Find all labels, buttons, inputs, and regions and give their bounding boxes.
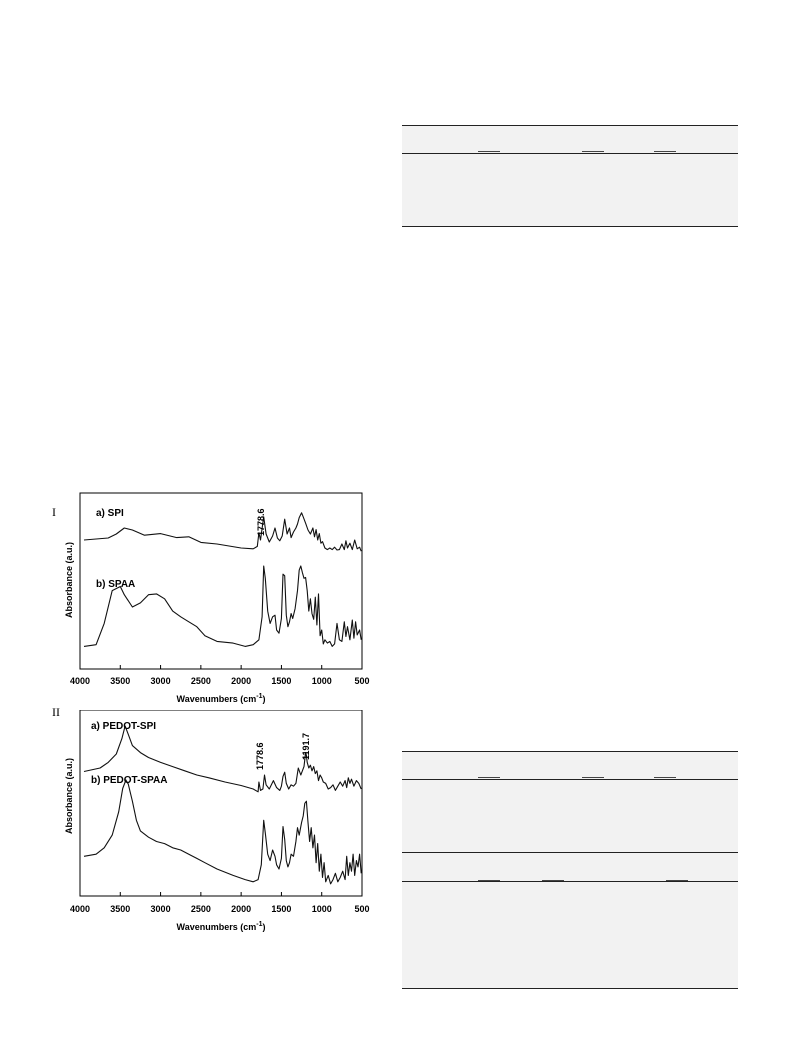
series-label-spaa: b) SPAA: [96, 579, 136, 590]
x-tick-label: 3500: [110, 676, 131, 686]
x-axis-label-superscript: -1: [256, 693, 263, 700]
x-tick-label: 4000: [69, 904, 91, 914]
y-axis-label: Absorbance (a.u.): [64, 757, 74, 835]
table-bottom-rule: [402, 852, 738, 853]
table-bottom-rule: [402, 988, 738, 989]
x-axis-label-superscript: -1: [256, 921, 263, 928]
table-bottom-rule: [402, 751, 738, 752]
table-top-rule: [402, 125, 738, 126]
x-tick-labels: [70, 676, 370, 686]
table-top-header-dash: [478, 151, 500, 152]
peak-label-1778: 1778.6: [255, 742, 265, 770]
x-axis-label: [177, 693, 266, 704]
panel-label-i: I: [52, 505, 56, 519]
x-axis-label-text: Wavenumbers (cm: [176, 694, 257, 704]
series-label-pedot-spaa: b) PEDOT-SPAA: [91, 775, 168, 786]
x-axis-label-close: ): [262, 922, 266, 932]
ftir-chart-panel-i: [60, 488, 370, 710]
table-top-rule: [402, 153, 738, 154]
x-tick-label: 500: [354, 676, 370, 686]
x-tick-label: 500: [354, 904, 370, 914]
table-bottom-header-dash: [654, 777, 676, 778]
x-tick-label: 1000: [311, 676, 332, 686]
spectrum-line-b-pedot-spaa: [84, 780, 361, 884]
x-tick-label: 2500: [190, 904, 211, 914]
x-tick-label: 3500: [110, 904, 131, 914]
x-tick-label: 2500: [190, 676, 211, 686]
peak-label-1778: 1778.6: [256, 508, 266, 536]
table-top-rule: [402, 226, 738, 227]
x-tick-marks: [80, 892, 362, 896]
x-tick-label: 2000: [231, 904, 252, 914]
peak-label-1191: 1191.7: [301, 732, 311, 760]
x-tick-label: 2000: [231, 676, 252, 686]
series-label-spi: a) SPI: [96, 508, 124, 519]
table-bottom-header-dash: [582, 777, 604, 778]
x-tick-marks: [80, 665, 362, 669]
panel-label-ii: II: [52, 705, 60, 719]
x-tick-label: 1500: [271, 904, 292, 914]
x-tick-label: 1000: [311, 904, 332, 914]
x-axis-label: [177, 921, 266, 932]
x-axis-label-close: ): [262, 694, 266, 704]
table-bottom-rule: [402, 779, 738, 780]
table-bottom: [402, 751, 738, 989]
x-axis-label-text: Wavenumbers (cm: [176, 922, 257, 932]
x-tick-label: 3000: [150, 904, 171, 914]
table-bottom-rule: [402, 881, 738, 882]
x-tick-label: 1500: [271, 676, 292, 686]
series-label-pedot-spi: a) PEDOT-SPI: [91, 721, 157, 732]
spectra-lines: [84, 726, 361, 884]
x-tick-labels: [70, 904, 370, 914]
x-tick-label: 4000: [69, 676, 91, 686]
spectrum-line-a-spi: [84, 513, 361, 551]
table-top: [402, 125, 738, 227]
ftir-chart-panel-ii: [60, 710, 370, 935]
y-axis-label: Absorbance (a.u.): [64, 541, 74, 619]
x-tick-label: 3000: [150, 676, 171, 686]
table-bottom-header-dash: [478, 777, 500, 778]
table-top-header-dash: [654, 151, 676, 152]
table-top-header-dash: [582, 151, 604, 152]
